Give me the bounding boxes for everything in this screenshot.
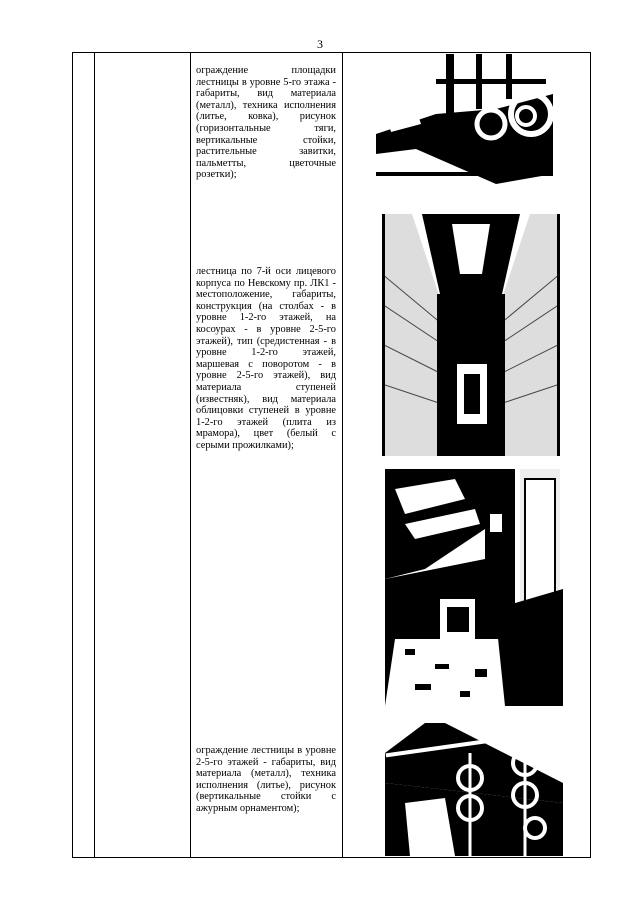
staircase-interior-photo [385,469,563,706]
table-border-right [590,52,591,858]
staircase-shaft-photo [382,214,560,456]
table-border-top [72,52,591,53]
table-border-left [72,52,73,858]
column-divider-3 [342,52,343,858]
object-table [72,52,591,858]
railing-5th-floor-photo [376,54,553,200]
column-divider-1 [94,52,95,858]
table-border-bottom [72,857,591,858]
column-divider-2 [190,52,191,858]
railing-2-5-floors-photo [385,723,563,856]
page-number: 3 [317,37,323,51]
staircase-7th-axis-description: лестница по 7-й оси лицевого корпуса по Невскому пр. ЛК1 - местоположение, габариты, конструкция (на столбах - в уровне 1-2-го этажей, на косоурах - в уровне 2-5-го этажей), тип (средистенная - в уровне 1-2-го этажей, маршевая с поворотом - в уровне 2-5-го этажей), вид материала ступеней (известняк), вид материала облицовки ступеней в уровне 1-2-го этажей (плита из мрамора), цвет (белый с серыми прожилками); [196,266,336,451]
railing-2-5-floors-description: ограждение лестницы в уровне 2-5-го этажей - габариты, вид материала (металл), техника исполнения (литье), рисунок (вертикальные стойки с ажурным орнаментом); [196,745,336,814]
railing-5th-floor-description: ограждение площадки лестницы в уровне 5-го этажа - габариты, вид материала (металл), техника исполнения (литье, ковка), рисунок (горизонтальные тяги, вертикальные стойки, растительные завитки, пальметты, цветочные розетки); [196,65,336,181]
